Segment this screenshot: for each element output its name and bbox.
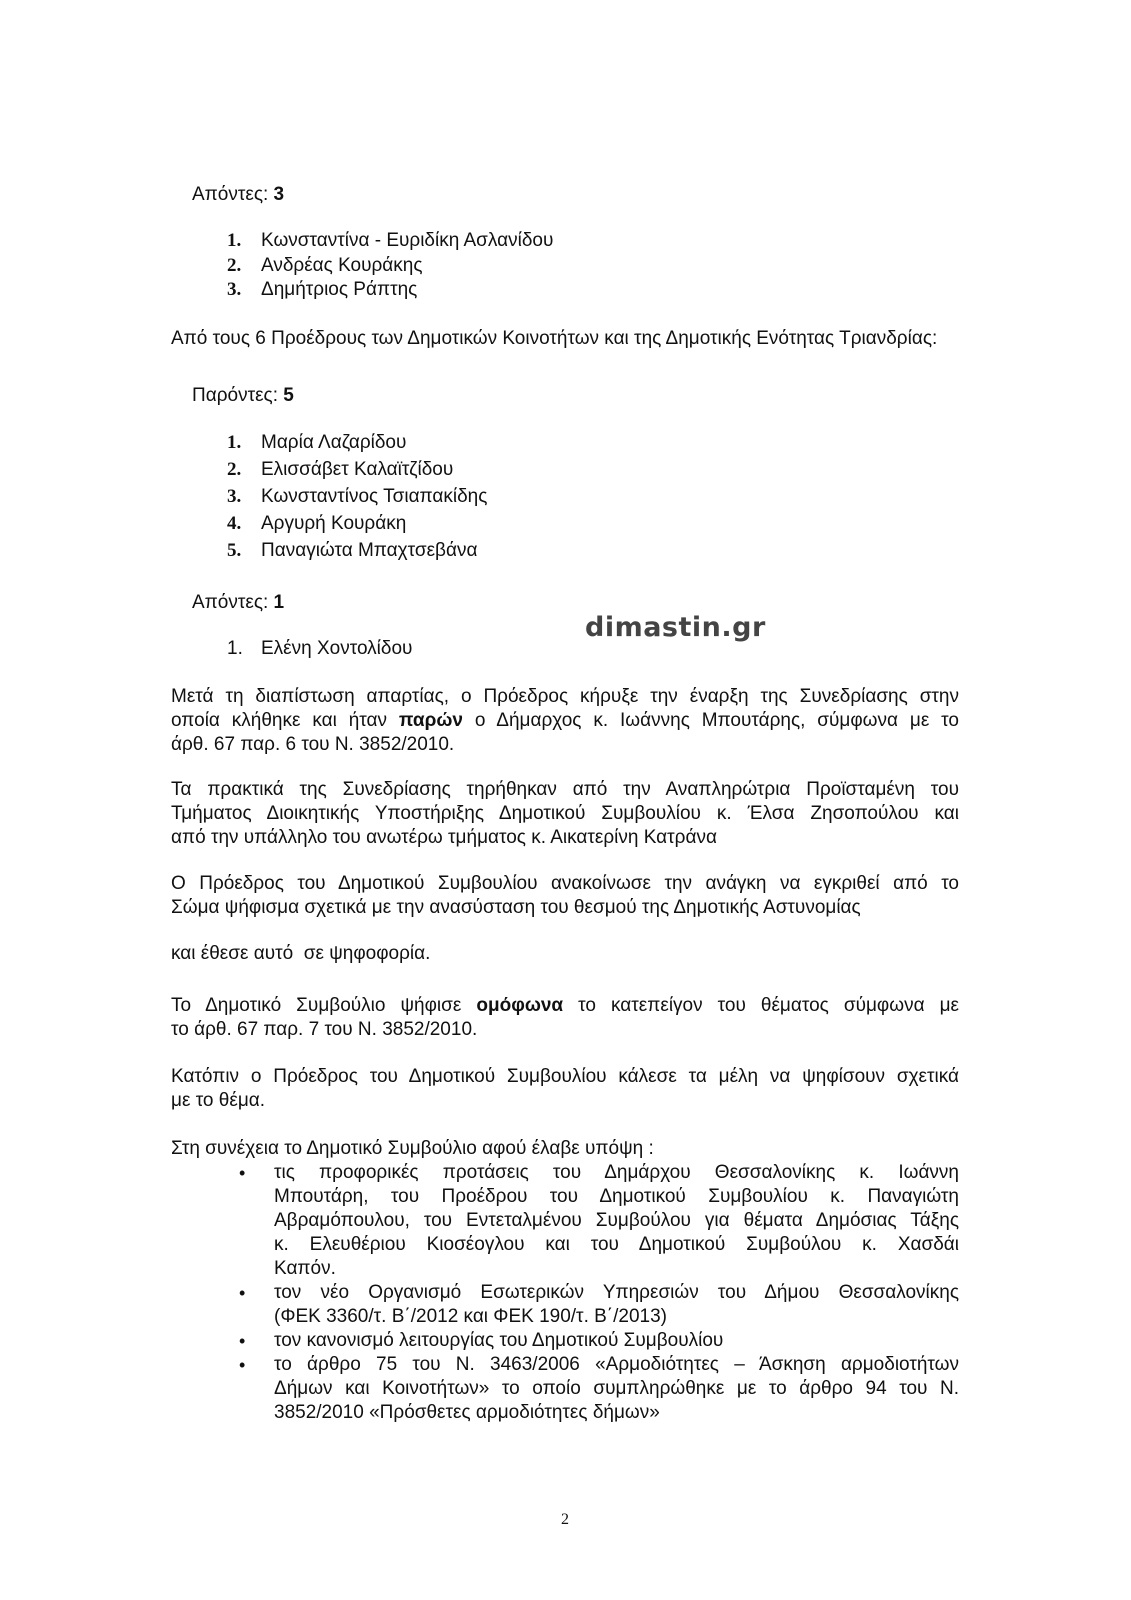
emphasis-text: ομόφωνα <box>476 995 564 1016</box>
list-item-name: Ανδρέας Κουράκης <box>261 255 423 276</box>
absent-presidents-count: 1 <box>273 592 285 613</box>
bullet-line: 3852/2010 «Πρόσθετες αρμοδιότητες δήμων» <box>274 1402 660 1423</box>
list-item-number: 5. <box>227 540 242 561</box>
bullet-line: Μπουτάρη, του Προέδρου του Δημοτικού Συμβουλίου κ. Παναγιώτη <box>274 1186 959 1207</box>
list-item <box>227 638 412 660</box>
paragraph-line <box>171 709 959 733</box>
absent-members-count: 3 <box>273 184 285 205</box>
list-item <box>227 513 406 535</box>
page-number: 2 <box>561 1511 569 1528</box>
list-item <box>227 486 487 508</box>
absent-presidents-label: Απόντες: <box>192 592 269 613</box>
bullet-icon: • <box>239 1355 246 1375</box>
list-item-number: 1. <box>227 230 242 251</box>
present-presidents-count: 5 <box>283 385 294 406</box>
paragraph-line: από την υπάλληλο του ανωτέρω τμήματος κ. Αικατερίνη Κατράνα <box>171 827 717 848</box>
present-presidents-heading <box>192 385 294 407</box>
considerations-list <box>237 1161 959 1425</box>
bullet-line: Αβραμόπουλου, του Εντεταλμένου Συμβούλου για θέματα Δημόσιας Τάξης <box>274 1210 959 1231</box>
emphasis-text: παρών <box>398 710 463 731</box>
paragraph-announcement <box>171 872 959 920</box>
list-item-name: Ελισσάβετ Καλαϊτζίδου <box>261 459 454 480</box>
list-item <box>227 432 406 454</box>
list-item <box>227 230 553 252</box>
bullet-line: Δήμων και Κοινοτήτων» το οποίο συμπληρώθηκε με το άρθρο 94 του Ν. <box>274 1378 959 1399</box>
bullet-icon: • <box>239 1283 246 1303</box>
list-item-number: 2. <box>227 255 242 276</box>
list-item-number: 2. <box>227 459 242 480</box>
paragraph-line: Στη συνέχεια το Δημοτικό Συμβούλιο αφού έλαβε υπόψη : <box>171 1138 654 1159</box>
list-item <box>227 255 423 277</box>
list-item-name: Κωνσταντίνος Τσιαπακίδης <box>261 486 488 507</box>
presidents-intro: Από τους 6 Προέδρους των Δημοτικών Κοινοτήτων και της Δημοτικής Ενότητας Τριανδρίας: <box>171 328 938 349</box>
list-item <box>237 1161 959 1281</box>
paragraph-line: το άρθ. 67 παρ. 7 του Ν. 3852/2010. <box>171 1019 478 1040</box>
paragraph-line: Τα πρακτικά της Συνεδρίασης τηρήθηκαν από την Αναπληρώτρια Προϊσταμένη του <box>171 779 959 800</box>
paragraph-vote <box>171 942 959 966</box>
list-item <box>237 1281 959 1329</box>
list-item <box>227 540 477 562</box>
paragraph-line <box>171 994 959 1018</box>
bullet-line: κ. Ελευθέριου Κιοσέογλου και του Δημοτικού Συμβούλου κ. Χασδάι <box>274 1234 959 1255</box>
list-item-name: Παναγιώτα Μπαχτσεβάνα <box>261 540 478 561</box>
list-item-name: Μαρία Λαζαρίδου <box>261 432 407 453</box>
list-item <box>227 459 453 481</box>
paragraph-call-to-vote <box>171 1065 959 1113</box>
list-item-number: 3. <box>227 486 242 507</box>
bullet-line: Καπόν. <box>274 1258 336 1279</box>
paragraph-line: Κατόπιν ο Πρόεδρος του Δημοτικού Συμβουλίου κάλεσε τα μέλη να ψηφίσουν σχετικά <box>171 1066 959 1087</box>
list-item-name: Αργυρή Κουράκη <box>261 513 407 534</box>
paragraph-considerations-intro <box>171 1137 959 1161</box>
list-item-number: 1. <box>227 432 242 453</box>
list-item-name: Ελένη Χοντολίδου <box>261 638 413 659</box>
paragraph-line: με το θέμα. <box>171 1090 266 1111</box>
watermark-text: dimastin.gr <box>585 612 766 643</box>
paragraph-quorum <box>171 685 959 757</box>
absent-presidents-heading <box>192 592 284 614</box>
text-run: οποία κλήθηκε και ήταν <box>171 710 388 731</box>
paragraph-line: Μετά τη διαπίστωση απαρτίας, ο Πρόεδρος κήρυξε την έναρξη της Συνεδρίασης στην <box>171 686 959 707</box>
list-item-number: 4. <box>227 513 242 534</box>
bullet-line: τον νέο Οργανισμό Εσωτερικών Υπηρεσιών του Δήμου Θεσσαλονίκης <box>274 1282 959 1303</box>
paragraph-line: Ο Πρόεδρος του Δημοτικού Συμβουλίου ανακοίνωσε την ανάγκη να εγκριθεί από το <box>171 873 959 894</box>
paragraph-line: Σώμα ψήφισμα σχετικά με την ανασύσταση του θεσμού της Δημοτικής Αστυνομίας <box>171 897 861 918</box>
absent-members-heading <box>192 184 284 206</box>
bullet-line: το άρθρο 75 του Ν. 3463/2006 «Αρμοδιότητες – Άσκηση αρμοδιοτήτων <box>274 1354 959 1375</box>
text-run: το κατεπείγον του θέματος σύμφωνα με <box>578 995 960 1016</box>
list-item-name: Κωνσταντίνα - Ευριδίκη Ασλανίδου <box>261 230 554 251</box>
present-presidents-label: Παρόντες: <box>192 385 278 406</box>
text-run: Το Δημοτικό Συμβούλιο ψήφισε <box>171 995 462 1016</box>
paragraph-line: άρθ. 67 παρ. 6 του Ν. 3852/2010. <box>171 734 455 755</box>
bullet-line: τον κανονισμό λειτουργίας του Δημοτικού Συμβουλίου <box>274 1330 724 1351</box>
list-item <box>237 1353 959 1425</box>
paragraph-line: και έθεσε αυτό σε ψηφοφορία. <box>171 943 431 964</box>
paragraph-minutes <box>171 778 959 850</box>
list-item-number: 3. <box>227 279 242 300</box>
bullet-line: τις προφορικές προτάσεις του Δημάρχου Θεσσαλονίκης κ. Ιωάννη <box>274 1162 959 1183</box>
paragraph-urgency <box>171 994 959 1042</box>
bullet-line: (ΦΕΚ 3360/τ. Β΄/2012 και ΦΕΚ 190/τ. Β΄/2013) <box>274 1306 667 1327</box>
text-run: ο Δήμαρχος κ. Ιωάννης Μπουτάρης, σύμφωνα με το <box>474 710 959 731</box>
list-item <box>227 279 417 301</box>
list-item <box>237 1329 959 1353</box>
paragraph-line: Τμήματος Διοικητικής Υποστήριξης Δημοτικού Συμβουλίου κ. Έλσα Ζησοπούλου και <box>171 803 959 824</box>
absent-members-label: Απόντες: <box>192 184 269 205</box>
bullet-icon: • <box>239 1163 246 1183</box>
bullet-icon: • <box>239 1331 246 1351</box>
list-item-number: 1. <box>227 638 243 659</box>
list-item-name: Δημήτριος Ράπτης <box>261 279 418 300</box>
